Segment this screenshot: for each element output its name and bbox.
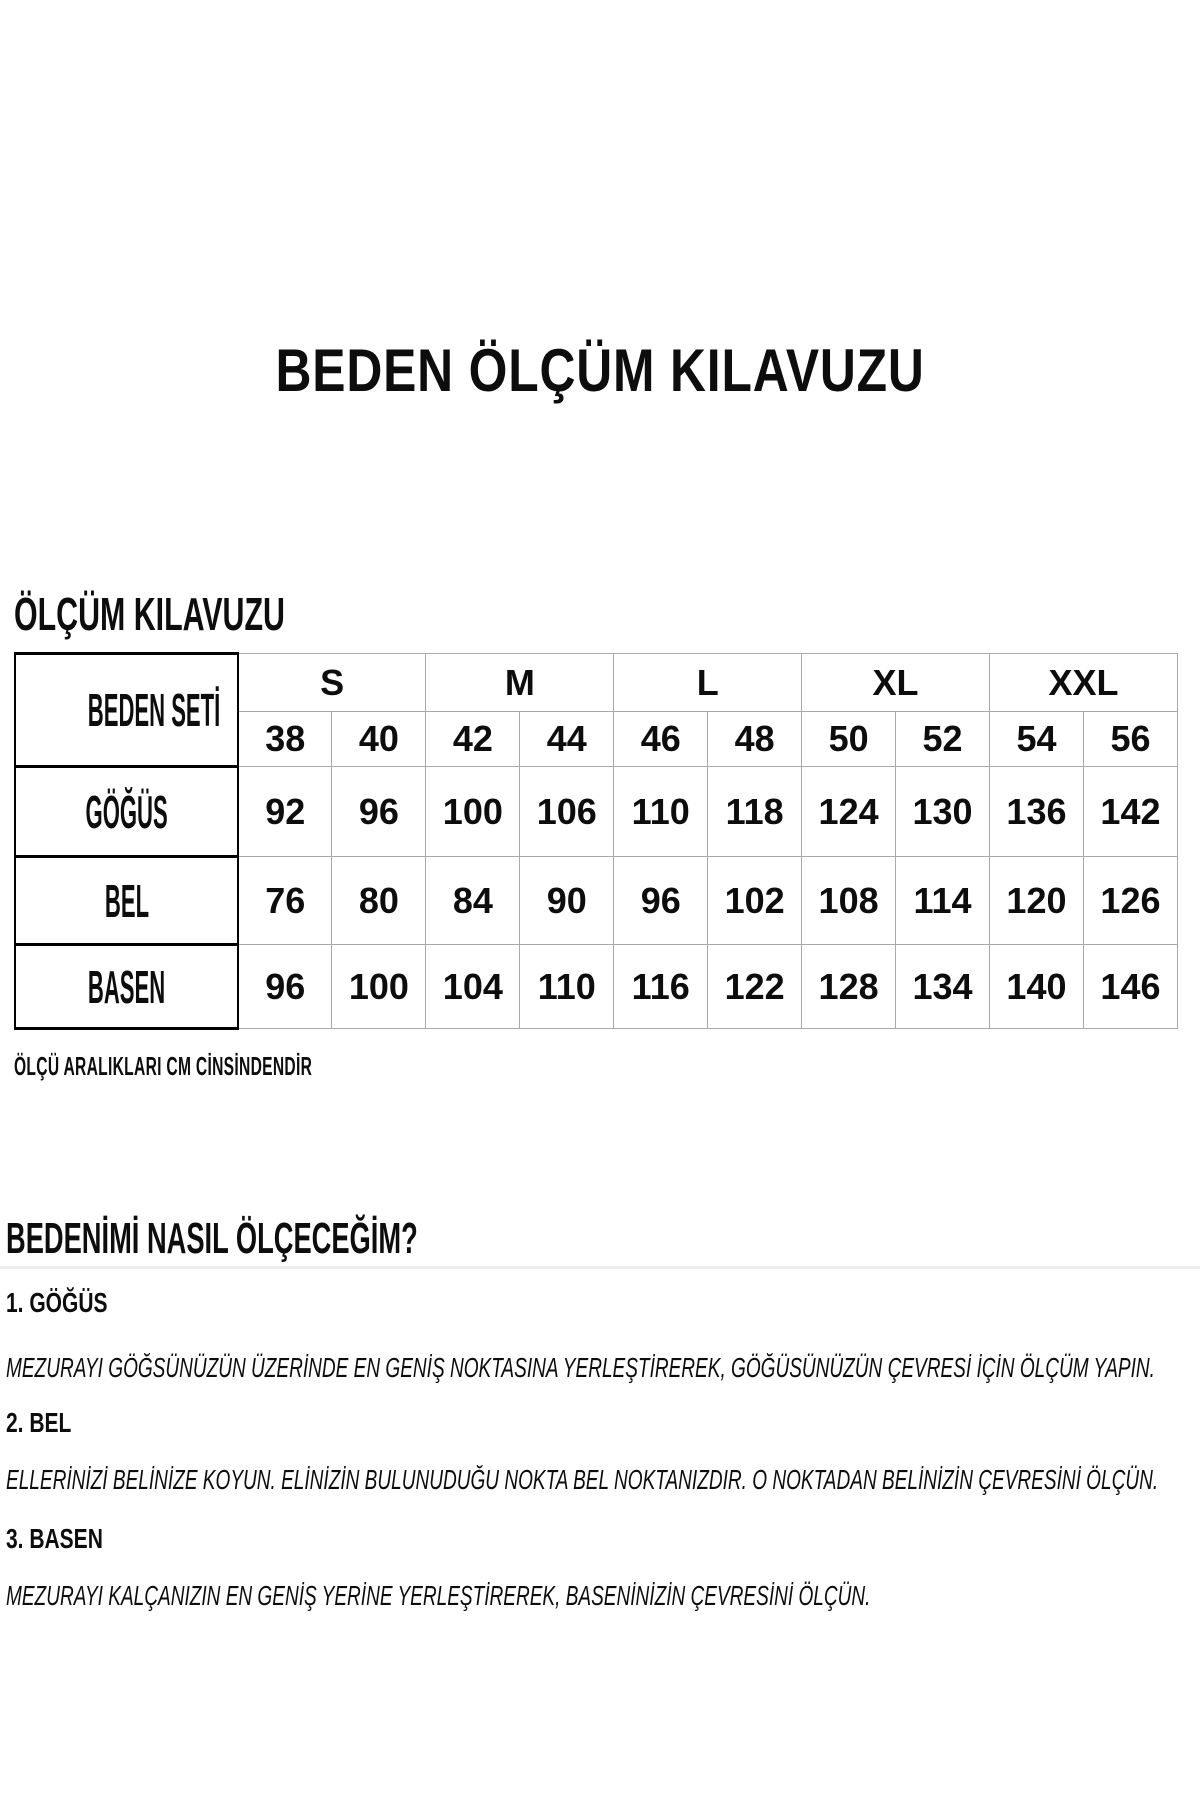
how-to-measure-heading — [6, 1216, 670, 1262]
size-group-cell: XL — [802, 654, 990, 712]
value-cell: 128 — [802, 945, 896, 1029]
step-title-gogus — [6, 1288, 141, 1319]
step-text-content: ELLERİNİZİ BELİNİZE KOYUN. ELİNİZİN BULUNUDUĞU NOKTA BEL NOKTANIZDIR. O NOKTADAN BELİNİZİN ÇEVRESİNİ ÖLÇÜN. — [6, 1464, 1159, 1495]
value-cell: 140 — [990, 945, 1084, 1029]
measure-row-label-text: BEL — [104, 874, 149, 927]
value-cell: 126 — [1083, 857, 1177, 945]
page-title-text: BEDEN ÖLÇÜM KILAVUZU — [275, 337, 925, 404]
size-cell: 54 — [990, 712, 1084, 767]
size-cell: 46 — [614, 712, 708, 767]
size-cell: 56 — [1083, 712, 1177, 767]
value-cell: 116 — [614, 945, 708, 1029]
table-row-measurement — [15, 767, 1178, 857]
size-cell: 44 — [520, 712, 614, 767]
measure-row-label — [15, 767, 238, 857]
value-cell: 102 — [708, 857, 802, 945]
value-cell: 134 — [896, 945, 990, 1029]
size-group-cell: L — [614, 654, 802, 712]
value-cell: 104 — [426, 945, 520, 1029]
step-text-content: MEZURAYI GÖĞSÜNÜZÜN ÜZERİNDE EN GENİŞ NOKTASINA YERLEŞTİREREK, GÖĞÜSÜNÜZÜN ÇEVRESİ İÇİN ÖLÇÜM YAPIN. — [6, 1352, 1155, 1383]
size-cell: 40 — [332, 712, 426, 767]
step-title-basen — [6, 1524, 135, 1555]
section-divider — [0, 1266, 1200, 1269]
size-cell: 48 — [708, 712, 802, 767]
value-cell: 114 — [896, 857, 990, 945]
step-title-bel — [6, 1408, 93, 1439]
step-text-gogus — [6, 1352, 1200, 1384]
row-header-label: BEDEN SETİ — [87, 684, 221, 736]
value-cell: 106 — [520, 767, 614, 857]
value-cell: 124 — [802, 767, 896, 857]
size-cell: 42 — [426, 712, 520, 767]
page-title — [0, 338, 1200, 404]
step-text-content: MEZURAYI KALÇANIZIN EN GENİŞ YERİNE YERLEŞTİREREK, BASENİNİZİN ÇEVRESİNİ ÖLÇÜN. — [6, 1580, 871, 1611]
measure-row-label — [15, 945, 238, 1029]
value-cell: 90 — [520, 857, 614, 945]
value-cell: 96 — [238, 945, 332, 1029]
value-cell: 80 — [332, 857, 426, 945]
value-cell: 84 — [426, 857, 520, 945]
size-group-cell: S — [238, 654, 426, 712]
how-to-measure-heading-text: BEDENİMİ NASIL ÖLÇECEĞİM? — [6, 1214, 418, 1263]
value-cell: 108 — [802, 857, 896, 945]
row-header-beden-seti — [15, 654, 238, 767]
value-cell: 110 — [520, 945, 614, 1029]
value-cell: 142 — [1083, 767, 1177, 857]
size-cell: 38 — [238, 712, 332, 767]
size-group-cell: XXL — [990, 654, 1178, 712]
table-row-measurement — [15, 857, 1178, 945]
value-cell: 122 — [708, 945, 802, 1029]
size-table — [14, 652, 1178, 1030]
step-title-text: 2. BEL — [6, 1407, 72, 1438]
size-guide-heading — [14, 590, 425, 638]
size-guide-heading-text: ÖLÇÜM KILAVUZU — [14, 588, 285, 640]
value-cell: 130 — [896, 767, 990, 857]
table-row-size-groups — [15, 654, 1178, 712]
step-text-bel — [6, 1464, 1200, 1496]
value-cell: 120 — [990, 857, 1084, 945]
measure-row-label-text: GÖĞÜS — [85, 785, 168, 838]
value-cell: 100 — [426, 767, 520, 857]
units-note — [14, 1052, 511, 1081]
table-row-measurement — [15, 945, 1178, 1029]
size-cell: 52 — [896, 712, 990, 767]
value-cell: 96 — [614, 857, 708, 945]
step-title-text: 1. GÖĞÜS — [6, 1287, 108, 1318]
value-cell: 136 — [990, 767, 1084, 857]
value-cell: 92 — [238, 767, 332, 857]
step-title-text: 3. BASEN — [6, 1523, 103, 1554]
value-cell: 146 — [1083, 945, 1177, 1029]
measure-row-label — [15, 857, 238, 945]
units-note-text: ÖLÇÜ ARALIKLARI CM CİNSİNDENDİR — [14, 1051, 313, 1081]
measure-row-label-text: BASEN — [87, 960, 166, 1013]
size-group-cell: M — [426, 654, 614, 712]
value-cell: 118 — [708, 767, 802, 857]
value-cell: 110 — [614, 767, 708, 857]
size-cell: 50 — [802, 712, 896, 767]
step-text-basen — [6, 1580, 1200, 1612]
value-cell: 76 — [238, 857, 332, 945]
value-cell: 100 — [332, 945, 426, 1029]
value-cell: 96 — [332, 767, 426, 857]
